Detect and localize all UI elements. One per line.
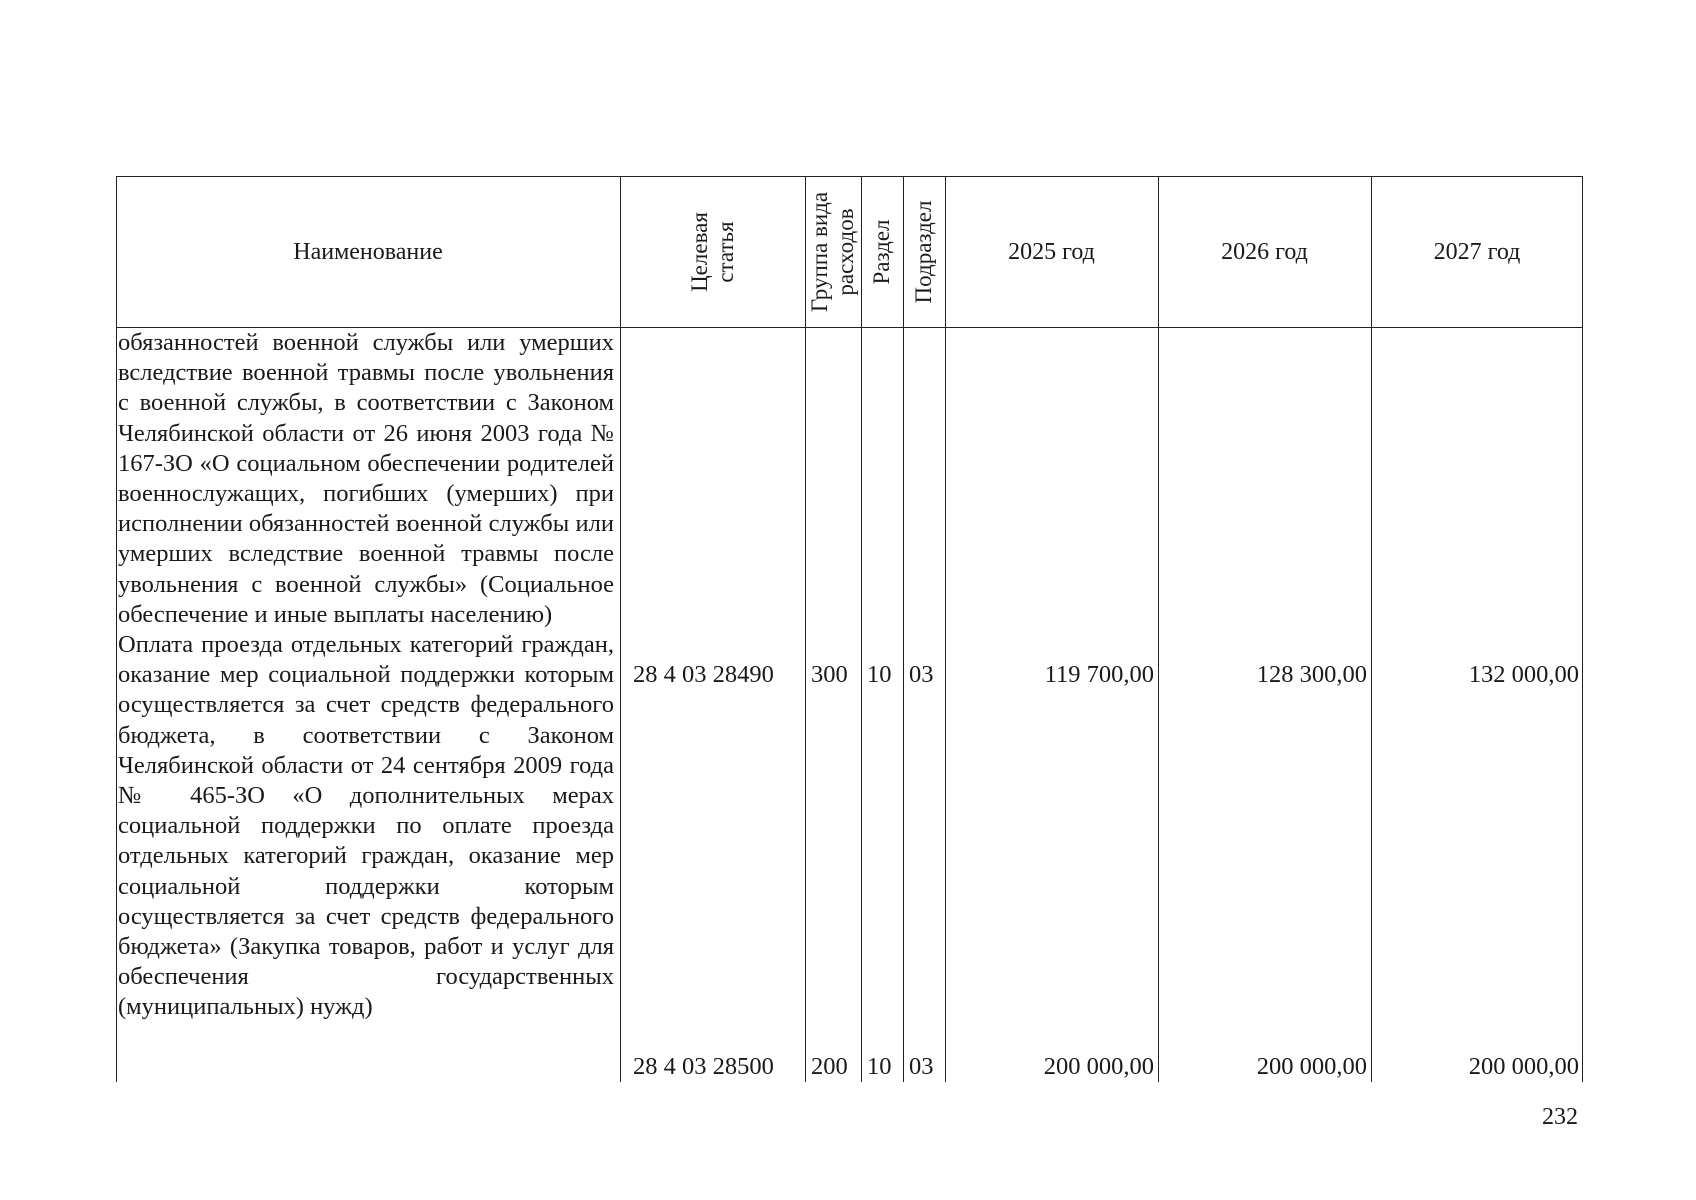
- row-2-target: 28 4 03 28500: [633, 1053, 774, 1080]
- row-1-section: 10: [867, 661, 892, 688]
- header-expense-group: Группа вида расходов: [807, 191, 858, 313]
- row-2-2026: 200 000,00: [1256, 1053, 1367, 1080]
- budget-table: [116, 176, 1583, 1082]
- header-section: Раздел: [869, 219, 894, 285]
- row-1-2025: 119 700,00: [1044, 661, 1154, 688]
- row-1-name: обязанностей военной службы или умерших вследствие военной травмы после увольнения с военной службы, в соответствии с Законом Челябинской области от 26 июня 2003 года № 167-ЗО «О социальном обеспечении родителей военнослужащих, погибших (умерших) при исполнении обязанностей военной службы или умерших вследствие военной травмы после увольнения с военной службы» (Социальное обеспечение и иные выплаты населению): [118, 329, 614, 628]
- header-2026: 2026 год: [1221, 238, 1308, 265]
- row-2-group: 200: [811, 1053, 848, 1080]
- page-number: 232: [1542, 1104, 1578, 1130]
- header-2027: 2027 год: [1433, 238, 1521, 265]
- row-1-2027: 132 000,00: [1468, 661, 1579, 688]
- header-name: Наименование: [293, 238, 443, 265]
- row-1-2026: 128 300,00: [1256, 661, 1367, 688]
- row-2-2025: 200 000,00: [1043, 1053, 1154, 1080]
- row-1-target: 28 4 03 28490: [633, 661, 774, 688]
- names-column: [118, 328, 614, 1023]
- header-2025: 2025 год: [1008, 238, 1095, 265]
- row-1-subsection: 03: [909, 661, 934, 688]
- row-2-2027: 200 000,00: [1468, 1053, 1579, 1080]
- header-subsection: Подраздел: [911, 200, 936, 304]
- row-1-group: 300: [811, 661, 848, 688]
- header-target-item: Целевая статья: [687, 212, 738, 292]
- row-2-subsection: 03: [909, 1053, 934, 1080]
- row-2-section: 10: [867, 1053, 892, 1080]
- row-2-name: Оплата проезда отдельных категорий граждан, оказание мер социальной поддержки которым осуществляется за счет средств федерального бюджета, в соответствии с Законом Челябинской области от 24 сентября 2009 года № 465-ЗО «О дополнительных мерах социальной поддержки по оплате проезда отдельных категорий граждан, оказание мер социальной поддержки которым осуществляется за счет средств федерального бюджета» (Закупка товаров, работ и услуг для обеспечения государственных (муниципальных) нужд): [118, 631, 614, 1021]
